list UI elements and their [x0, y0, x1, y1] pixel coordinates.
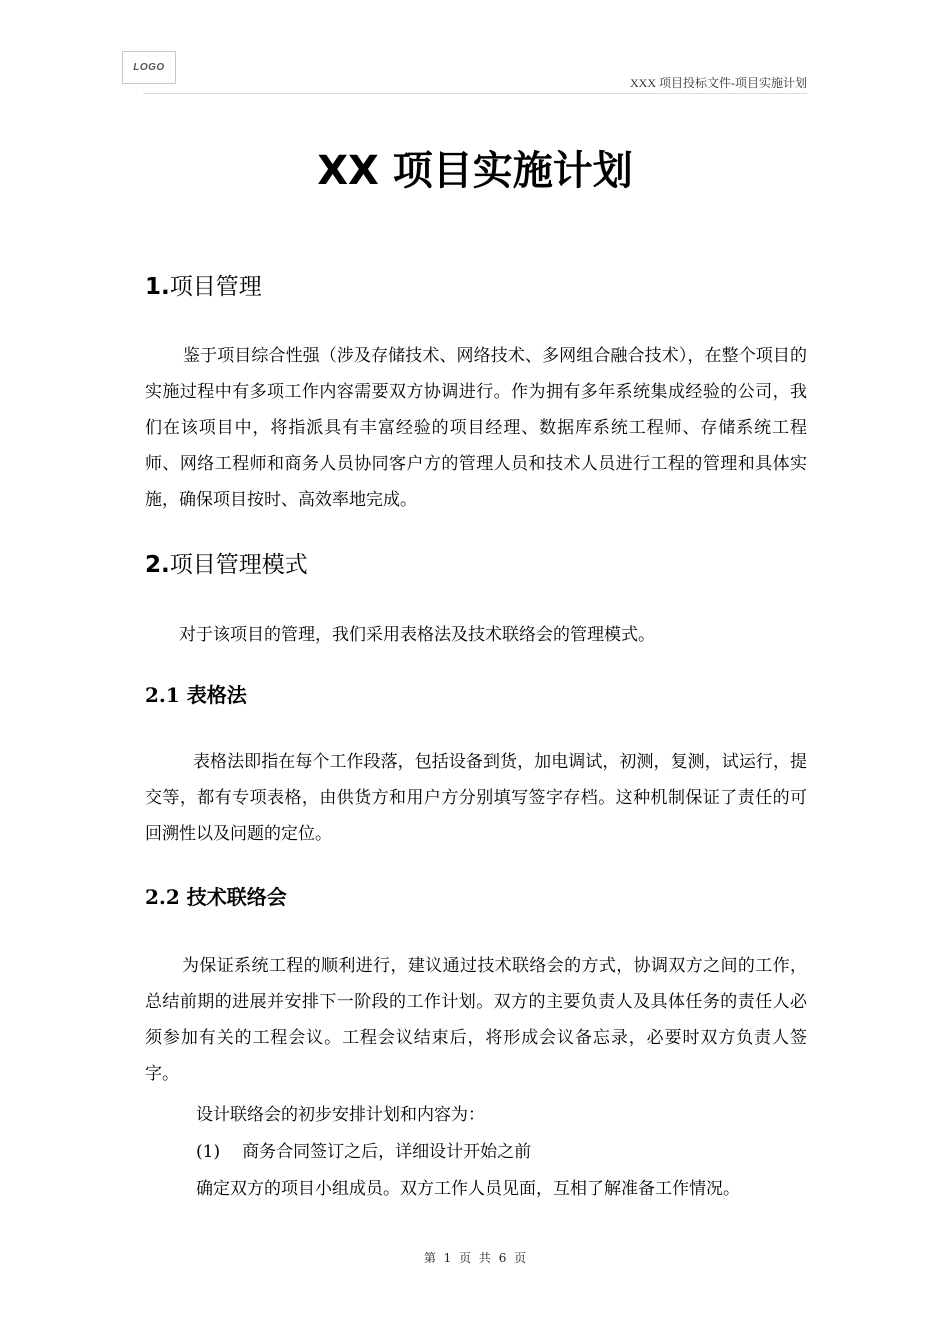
header-doc-label: XXX 项目投标文件-项目实施计划 — [630, 76, 807, 90]
plan-intro: 设计联络会的初步安排计划和内容为： — [196, 1105, 485, 1125]
plan-item-1 — [196, 1134, 531, 1170]
section-1-title: 项目管理 — [169, 274, 262, 300]
section-2-2-paragraph: 为保证系统工程的顺利进行，建议通过技术联络会的方式，协调双方之间的工作，总结前期的进展并安排下一阶段的工作计划。双方的主要负责人及具体任务的责任人必须参加有关的工程会议。工程会议结束后，将形成会议备忘录，必要时双方负责人签字。 — [145, 956, 807, 1084]
document-title: XX 项目实施计划 — [317, 148, 633, 194]
plan-item-1-text: 商务合同签订之后，详细设计开始之前 — [242, 1142, 532, 1162]
page-footer: 第 1 页 共 6 页 — [423, 1251, 527, 1265]
section-2-2-heading: 2.2 技术联络会 — [145, 885, 287, 909]
section-1-heading — [145, 272, 262, 302]
plan-item-1-number: (1) — [196, 1142, 221, 1162]
section-1-paragraph: 鉴于项目综合性强（涉及存储技术、网络技术、多网组合融合技术），在整个项目的实施过程中有多项工作内容需要双方协调进行。作为拥有多年系统集成经验的公司，我们在该项目中，将指派具有丰富经验的项目经理、数据库系统工程师、存储系统工程师、网络工程师和商务人员协同客户方的管理人员和技术人员进行工程的管理和具体实施，确保项目按时、高效率地完成。 — [145, 346, 807, 510]
section-2-1-heading: 2.1 表格法 — [145, 683, 247, 707]
section-2-heading — [145, 550, 308, 580]
section-2-paragraph: 对于该项目的管理，我们采用表格法及技术联络会的管理模式。 — [179, 625, 655, 645]
section-2-1-paragraph: 表格法即指在每个工作段落，包括设备到货，加电调试，初测，复测，试运行，提交等，都有专项表格，由供货方和用户方分别填写签字存档。这种机制保证了责任的可回溯性以及问题的定位。 — [145, 752, 807, 844]
section-1-number: 1. — [145, 274, 170, 300]
header-divider — [143, 93, 807, 94]
company-logo: LOGO — [122, 51, 176, 84]
plan-item-1-detail: 确定双方的项目小组成员。双方工作人员见面，互相了解准备工作情况。 — [196, 1179, 740, 1199]
section-2-title: 项目管理模式 — [169, 552, 308, 578]
section-2-number: 2. — [145, 552, 170, 578]
